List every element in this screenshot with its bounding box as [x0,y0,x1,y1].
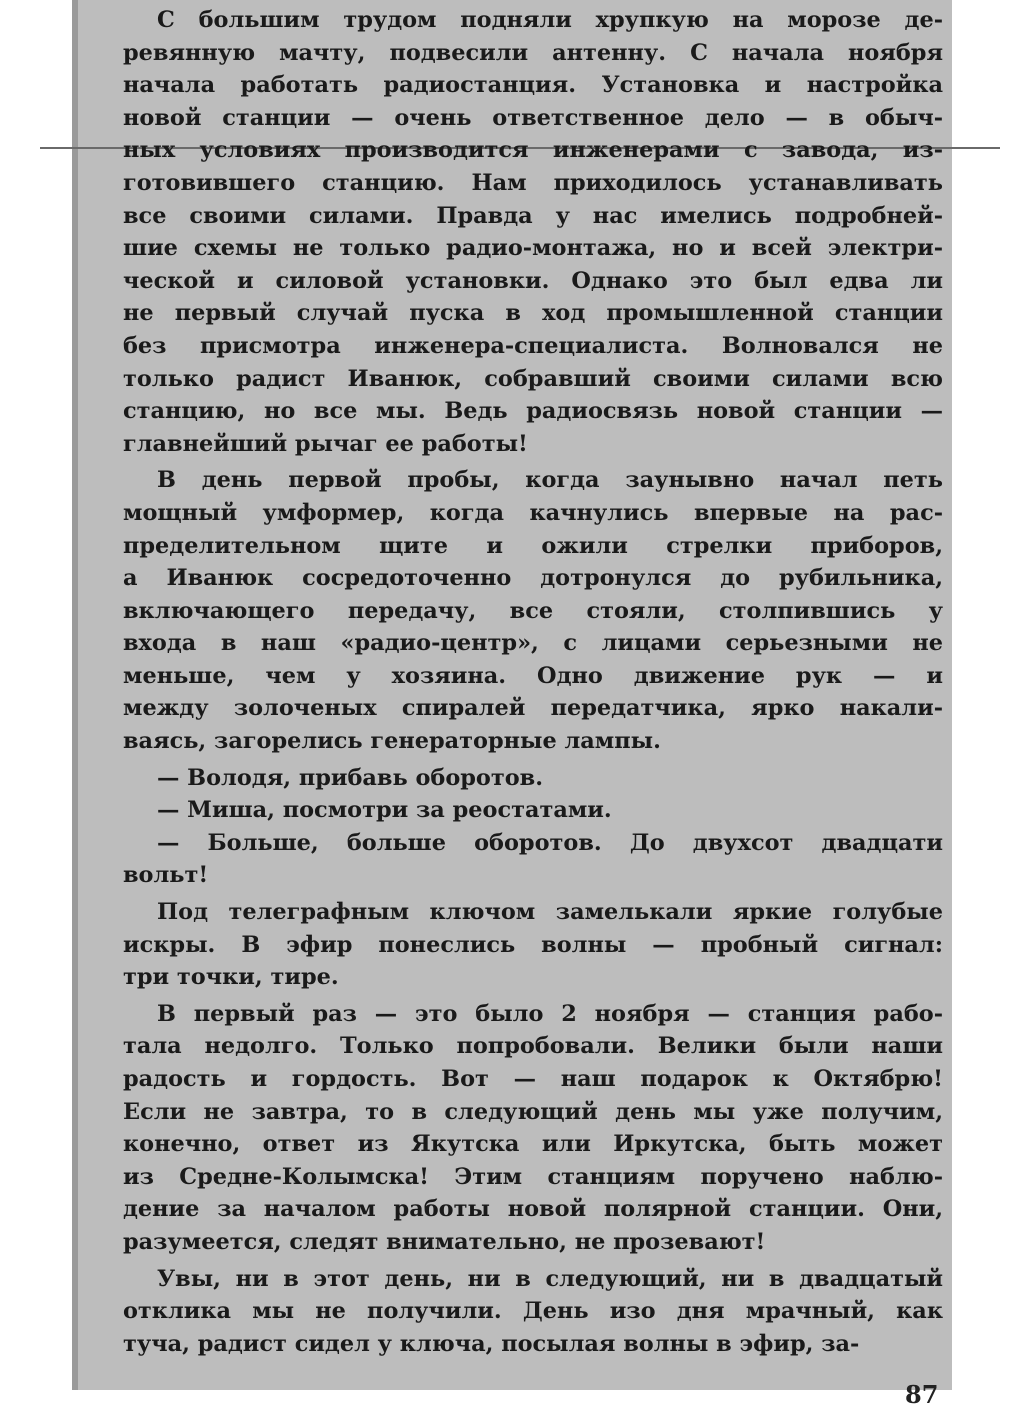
page-number: 87 [905,1380,939,1409]
text-line: меньше, чем у хозяина. Одно движение рук — и [123,662,943,689]
paragraph [123,464,943,757]
paragraph [123,794,943,827]
text-line: искры. В эфир понеслись волны — пробный сигнал: [123,931,943,958]
text-line: три точки, тире. [123,964,339,991]
paragraph [123,827,943,892]
text-line: новой станции — очень ответственное дело — в обыч- [123,104,943,131]
text-line: ных условиях производится инженерами с завода, из- [123,137,943,164]
text-line: — Больше, больше оборотов. До двухсот двадцати [157,829,943,856]
text-line: готовившего станцию. Нам приходилось устанавливать [123,169,943,196]
text-line: отклика мы не получили. День изо дня мрачный, как [123,1298,943,1325]
text-line: станцию, но все мы. Ведь радиосвязь новой станции — [123,398,943,425]
text-line: мощный умформер, когда качнулись впервые на рас- [123,499,943,526]
page-edge-shadow [72,0,78,1390]
text-line: — Миша, посмотри за реостатами. [157,797,612,824]
text-line: дение за началом работы новой полярной станции. Они, [123,1196,943,1223]
text-line: ваясь, загорелись генераторные лампы. [123,728,661,755]
text-line: ревянную мачту, подвесили антенну. С начала ноября [123,39,943,66]
text-line: пределительном щите и ожили стрелки приборов, [123,532,943,559]
text-line: радость и гордость. Вот — наш подарок к Октябрю! [123,1066,943,1092]
paragraph [123,762,943,795]
text-line: все своими силами. Правда у нас имелись подробней- [123,202,943,229]
text-line: Если не завтра, то в следующий день мы уже получим, [123,1098,943,1125]
text-line: а Иванюк сосредоточенно дотронулся до рубильника, [123,565,943,592]
text-line: без присмотра инженера-специалиста. Волновался не [123,332,943,359]
text-line: В первый раз — это было 2 ноября — станция рабо- [157,1000,943,1027]
text-line: — Володя, прибавь оборотов. [157,764,544,791]
text-line: разумеется, следят внимательно, не прозевают! [123,1228,766,1255]
text-line: начала работать радиостанция. Установка и настройка [123,72,943,99]
text-line: тала недолго. Только попробовали. Велики были наши [123,1033,943,1060]
text-line: В день первой пробы, когда заунывно начал петь [157,467,943,494]
text-line: между золоченых спиралей передатчика, ярко накали- [123,695,943,722]
text-line: вольт! [123,862,209,889]
paragraph [123,4,943,460]
paragraph [123,1263,943,1361]
paragraph [123,896,943,994]
text-line: конечно, ответ из Якутска или Иркутска, быть может [123,1131,943,1158]
text-line: главнейший рычаг ее работы! [123,430,528,457]
text-line: Увы, ни в этот день, ни в следующий, ни в двадцатый [157,1265,943,1292]
text-line: туча, радист сидел у ключа, посылая волны в эфир, за- [123,1330,860,1357]
text-line: С большим трудом подняли хрупкую на морозе де- [157,7,943,33]
text-line: только радист Иванюк, собравший своими силами всю [123,365,943,392]
text-line: не первый случай пуска в ход промышленной станции [123,300,943,327]
text-line: входа в наш «радио-центр», с лицами серьезными не [123,630,943,657]
text-line: ческой и силовой установки. Однако это был едва ли [123,267,943,294]
page-text [123,4,943,1360]
text-line: из Средне-Колымска! Этим станциям поручено наблю- [123,1163,943,1190]
paragraph [123,998,943,1259]
text-line: Под телеграфным ключом замелькали яркие голубые [157,899,943,926]
text-line: включающего передачу, все стояли, столпившись у [123,597,943,624]
text-line: шие схемы не только радио-монтажа, но и всей электри- [123,235,943,262]
